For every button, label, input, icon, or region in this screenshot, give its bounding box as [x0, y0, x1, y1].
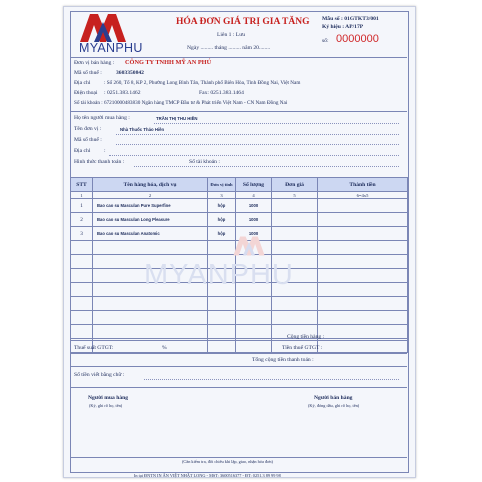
row-stt: 2	[71, 213, 93, 227]
table-row	[71, 325, 408, 339]
buyer-account-label: Số tài khoản :	[189, 159, 220, 165]
row-amount	[318, 199, 408, 213]
seller-account: Số tài khoản : 67210000483830 Ngân hàng TMCP Đầu tư & Phát triển Việt Nam - CN Nam Đồng Nai	[74, 100, 288, 106]
table-row	[71, 213, 408, 227]
row-unit: hộp	[208, 199, 236, 213]
row-stt: 1	[71, 199, 93, 213]
divider	[70, 366, 407, 367]
buyer-address-separator: :	[104, 148, 106, 154]
buyer-unit: Nhà Thuốc Thảo Hiền	[120, 127, 165, 132]
buyer-name: TRẦN THỊ THU HIỀN	[156, 116, 198, 121]
row-qty: 1000	[236, 213, 272, 227]
printer-info: In tại ĐNTN IN ẤN VIỆT NHẬT LONG - MST: 3600516377 - ĐT: 0251.3 89 99 98	[134, 473, 281, 478]
buyer-name-label: Họ tên người mua hàng :	[74, 115, 130, 121]
index-row	[71, 192, 408, 199]
copy-label: Liên 1 : Lưu	[217, 32, 246, 38]
watermark-logo-icon	[232, 235, 266, 257]
col-header-price: Đơn giá	[272, 178, 318, 192]
dotted-line	[116, 144, 399, 145]
row-price	[272, 213, 318, 227]
date-line: Ngày ......... tháng ......... năm 20........	[187, 45, 271, 51]
myanphu-logo-icon	[78, 12, 128, 44]
seller-tax-label: Mã số thuế :	[74, 70, 102, 76]
col-header-qty: Số lượng	[236, 178, 272, 192]
row-unit: hộp	[208, 227, 236, 241]
form-number: Mẫu số : 01GTKT3/001	[322, 16, 379, 22]
seller-name: CÔNG TY TNHH MỸ AN PHÚ	[125, 59, 212, 66]
col-header-stt: STT	[71, 178, 93, 192]
vat-rate-label: Thuế suất GTGT:	[74, 345, 114, 351]
index-cell: 6=4x5	[318, 192, 408, 199]
brand-name: MYANPHU	[79, 41, 143, 55]
index-cell: 3	[208, 192, 236, 199]
row-price	[272, 227, 318, 241]
grand-total-label: Tổng cộng tiền thanh toán :	[252, 357, 314, 363]
buyer-signature-note: (Ký, ghi rõ họ, tên)	[89, 403, 123, 408]
index-cell: 1	[71, 192, 93, 199]
seller-phone-label: Điện thoại	[74, 90, 98, 96]
divider	[70, 57, 407, 58]
seller-phone: : 0251.383.1462	[104, 90, 141, 96]
buyer-signature-title: Người mua hàng	[88, 395, 129, 401]
row-amount	[318, 213, 408, 227]
payment-method-label: Hình thức thanh toán :	[74, 159, 125, 165]
buyer-address-label: Địa chỉ	[74, 148, 91, 154]
dotted-line	[144, 379, 399, 380]
table-row	[71, 311, 408, 325]
col-header-unit: Đơn vị tính	[208, 178, 236, 192]
seller-tax-code: 3603350842	[116, 70, 144, 76]
vat-percent: %	[162, 345, 167, 351]
row-price	[272, 199, 318, 213]
footer-note: (Cần kiểm tra, đối chiếu khi lập, giao, nhận hóa đơn)	[182, 459, 273, 464]
divider	[70, 340, 407, 341]
table-row	[71, 297, 408, 311]
row-product: Bao cao su Masculan Anatomic	[93, 227, 208, 241]
seller-address: : Số 260, Tổ 8, KP 2, Phường Long Bình Tân, Thành phố Biên Hòa, Tỉnh Đồng Nai, Việt Nam	[104, 80, 301, 86]
row-amount	[318, 227, 408, 241]
seller-name-label: Đơn vị bán hàng :	[74, 60, 115, 66]
index-cell: 5	[272, 192, 318, 199]
invoice-number-label: số:	[322, 38, 329, 44]
dotted-line	[109, 155, 399, 156]
buyer-unit-label: Tên đơn vị :	[74, 126, 102, 132]
index-cell: 2	[93, 192, 208, 199]
dotted-line	[134, 166, 399, 167]
seller-address-label: Địa chỉ	[74, 80, 91, 86]
row-unit: hộp	[208, 213, 236, 227]
subtotal-label: Cộng tiền hàng :	[287, 334, 325, 340]
dotted-line	[116, 134, 399, 135]
buyer-tax-label: Mã số thuế :	[74, 137, 102, 143]
vat-amount-label: Tiền thuế GTGT :	[282, 345, 323, 351]
divider	[70, 353, 407, 354]
divider	[70, 457, 407, 458]
index-cell: 4	[236, 192, 272, 199]
invoice-symbol: Ký hiệu : AP/17P	[322, 24, 364, 30]
row-qty: 1000	[236, 227, 272, 241]
divider	[70, 387, 407, 388]
row-product: Bao cao su Masculan Pure Superfine	[93, 199, 208, 213]
col-header-amount: Thành tiền	[318, 178, 408, 192]
seller-signature-title: Người bán hàng	[314, 395, 353, 401]
amount-in-words-label: Số tiền viết bằng chữ :	[74, 372, 125, 378]
row-product: Bao cao su Masculan Long Pleasure	[93, 213, 208, 227]
divider	[70, 111, 407, 112]
invoice-title: HÓA ĐƠN GIÁ TRỊ GIA TĂNG	[176, 17, 310, 27]
table-row	[71, 199, 408, 213]
col-header-name: Tên hàng hóa, dịch vụ	[93, 178, 208, 192]
row-qty: 1000	[236, 199, 272, 213]
watermark-text: MYANPHU	[144, 259, 294, 291]
invoice-number: 0000000	[336, 33, 379, 45]
dotted-line	[154, 123, 399, 124]
table-header-row	[71, 178, 408, 192]
invoice-sheet	[63, 6, 416, 478]
row-stt: 3	[71, 227, 93, 241]
seller-fax: Fax: 0251.383.1464	[199, 90, 244, 96]
seller-signature-note: (Ký, đóng dấu, ghi rõ họ, tên)	[308, 403, 360, 408]
